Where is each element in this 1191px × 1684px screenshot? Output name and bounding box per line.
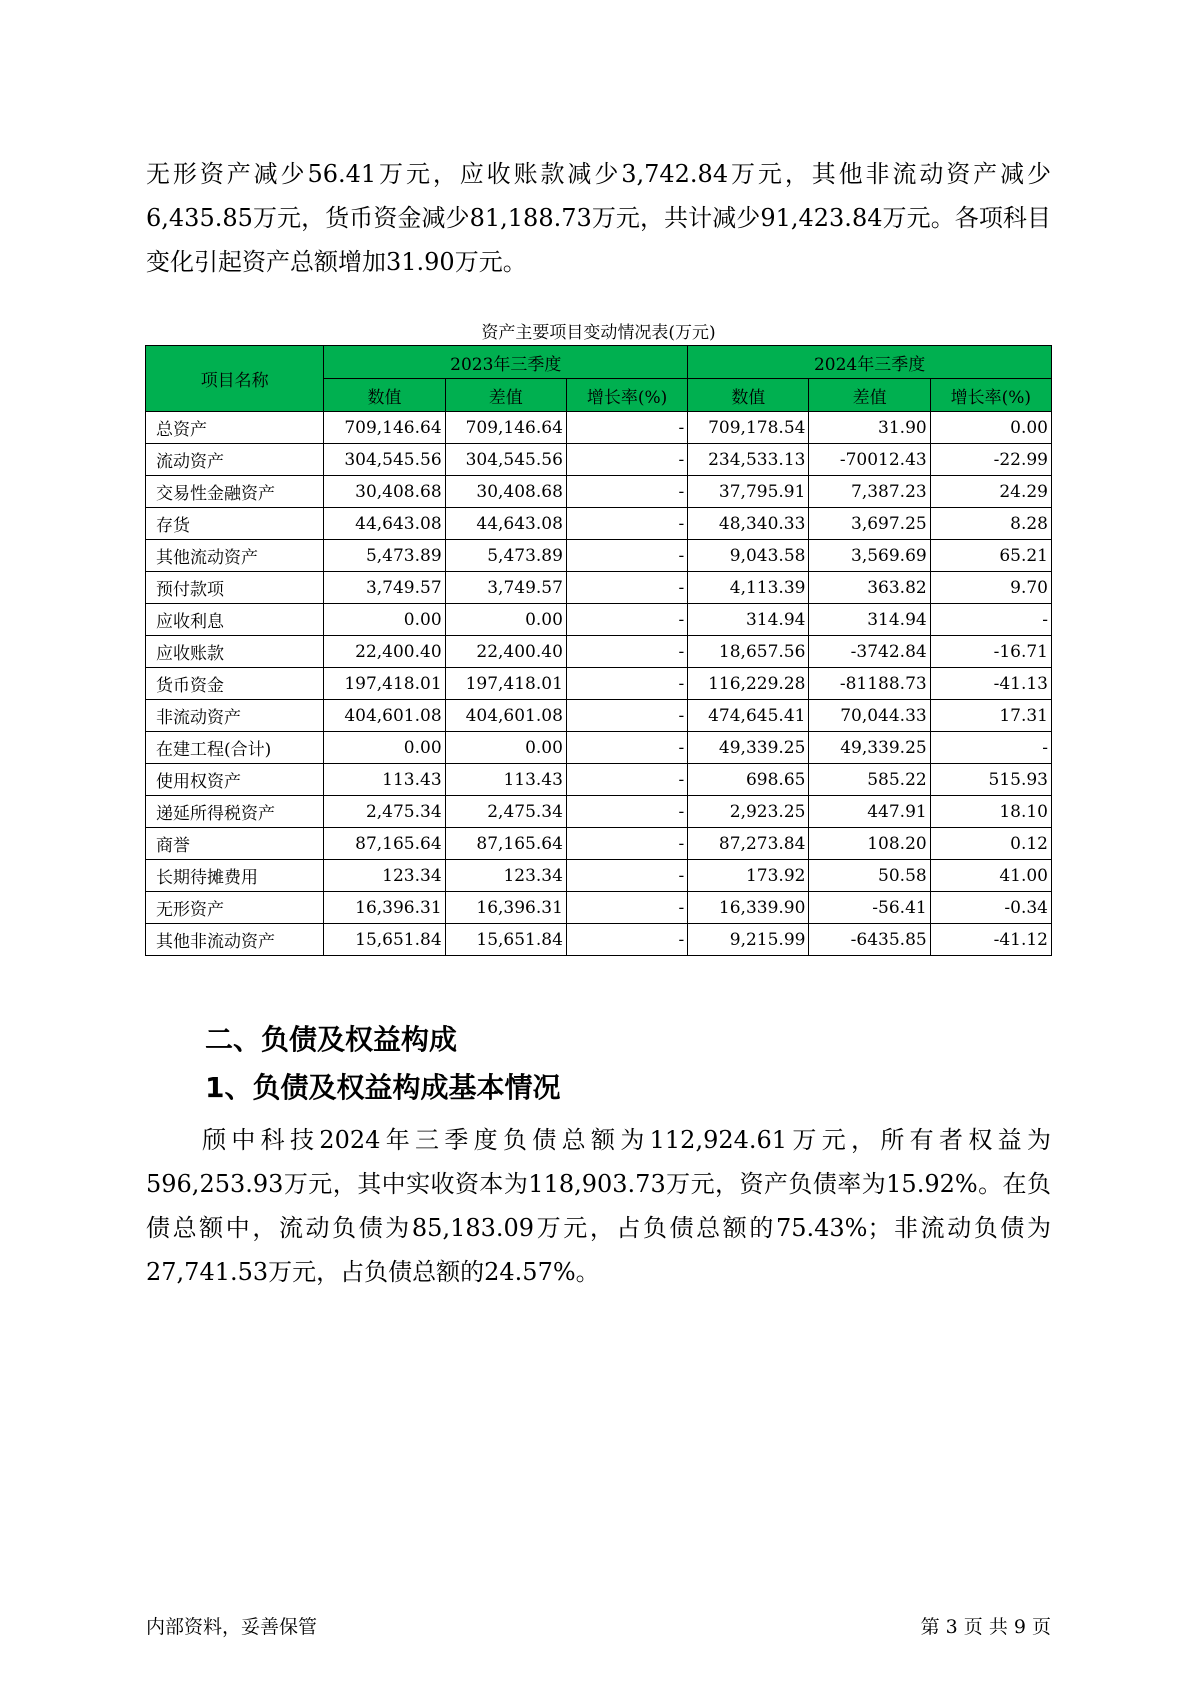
cell-diff-2024: 7,387.23 [809,476,930,508]
header-item-name: 项目名称 [146,346,324,412]
cell-growth-2024: 0.00 [930,412,1051,444]
cell-diff-2024: 363.82 [809,572,930,604]
cell-growth-2024: 65.21 [930,540,1051,572]
cell-diff-2024: -81188.73 [809,668,930,700]
cell-value-2024: 4,113.39 [688,572,809,604]
cell-growth-2024: 41.00 [930,860,1051,892]
row-item-name: 总资产 [146,412,324,444]
cell-diff-2024: 3,697.25 [809,508,930,540]
subheader-growth-2024: 增长率(%) [930,379,1051,412]
cell-value-2023: 22,400.40 [324,636,445,668]
cell-growth-2024: 17.31 [930,700,1051,732]
header-period-2024: 2024年三季度 [688,346,1052,379]
cell-value-2023: 123.34 [324,860,445,892]
cell-diff-2024: 314.94 [809,604,930,636]
cell-diff-2023: 5,473.89 [445,540,566,572]
row-item-name: 无形资产 [146,892,324,924]
row-item-name: 预付款项 [146,572,324,604]
cell-growth-2023: - [566,508,687,540]
row-item-name: 商誉 [146,828,324,860]
cell-value-2024: 474,645.41 [688,700,809,732]
cell-growth-2023: - [566,860,687,892]
cell-growth-2023: - [566,572,687,604]
cell-value-2023: 0.00 [324,604,445,636]
row-item-name: 其他流动资产 [146,540,324,572]
cell-value-2023: 87,165.64 [324,828,445,860]
cell-growth-2023: - [566,604,687,636]
row-item-name: 非流动资产 [146,700,324,732]
cell-value-2024: 49,339.25 [688,732,809,764]
cell-value-2023: 5,473.89 [324,540,445,572]
cell-value-2023: 113.43 [324,764,445,796]
row-item-name: 在建工程(合计) [146,732,324,764]
cell-diff-2024: 31.90 [809,412,930,444]
cell-diff-2024: 3,569.69 [809,540,930,572]
table-row [146,764,1052,796]
cell-diff-2024: 50.58 [809,860,930,892]
cell-growth-2023: - [566,540,687,572]
cell-growth-2023: - [566,668,687,700]
cell-diff-2024: 585.22 [809,764,930,796]
cell-growth-2024: -22.99 [930,444,1051,476]
cell-value-2024: 116,229.28 [688,668,809,700]
cell-diff-2024: -3742.84 [809,636,930,668]
row-item-name: 递延所得税资产 [146,796,324,828]
cell-growth-2024: -16.71 [930,636,1051,668]
table-caption: 资产主要项目变动情况表(万元) [481,323,716,343]
cell-diff-2024: -56.41 [809,892,930,924]
cell-value-2023: 304,545.56 [324,444,445,476]
row-item-name: 流动资产 [146,444,324,476]
cell-value-2024: 87,273.84 [688,828,809,860]
cell-growth-2023: - [566,636,687,668]
cell-value-2023: 30,408.68 [324,476,445,508]
cell-growth-2024: - [930,732,1051,764]
cell-growth-2023: - [566,412,687,444]
cell-growth-2024: 8.28 [930,508,1051,540]
cell-growth-2024: -41.12 [930,924,1051,956]
cell-diff-2024: 49,339.25 [809,732,930,764]
cell-growth-2023: - [566,444,687,476]
cell-diff-2024: -70012.43 [809,444,930,476]
asset-change-table [145,345,1052,956]
row-item-name: 交易性金融资产 [146,476,324,508]
cell-diff-2023: 30,408.68 [445,476,566,508]
table-row [146,412,1052,444]
footer-confidential-note: 内部资料，妥善保管 [146,1616,318,1638]
cell-growth-2024: 18.10 [930,796,1051,828]
cell-diff-2024: -6435.85 [809,924,930,956]
table-row [146,700,1052,732]
cell-growth-2024: 9.70 [930,572,1051,604]
row-item-name: 应收账款 [146,636,324,668]
cell-value-2024: 9,215.99 [688,924,809,956]
cell-value-2023: 709,146.64 [324,412,445,444]
cell-value-2023: 3,749.57 [324,572,445,604]
table-row [146,828,1052,860]
table-row [146,476,1052,508]
cell-value-2024: 709,178.54 [688,412,809,444]
cell-diff-2023: 16,396.31 [445,892,566,924]
row-item-name: 应收利息 [146,604,324,636]
section-heading: 二、负债及权益构成 [205,1023,458,1056]
table-body [146,412,1052,956]
cell-value-2023: 404,601.08 [324,700,445,732]
table-row [146,604,1052,636]
table-row [146,636,1052,668]
cell-value-2023: 16,396.31 [324,892,445,924]
cell-growth-2023: - [566,796,687,828]
cell-diff-2023: 3,749.57 [445,572,566,604]
cell-growth-2024: -41.13 [930,668,1051,700]
subheader-growth-2023: 增长率(%) [566,379,687,412]
cell-value-2024: 48,340.33 [688,508,809,540]
cell-value-2024: 698.65 [688,764,809,796]
row-item-name: 其他非流动资产 [146,924,324,956]
cell-value-2024: 37,795.91 [688,476,809,508]
intro-paragraph: 无形资产减少56.41万元，应收账款减少3,742.84万元，其他非流动资产减少6,435.85万元，货币资金减少81,188.73万元，共计减少91,423.84万元。各项科目变化引起资产总额增加31.90万元。 [146,160,1051,276]
row-item-name: 货币资金 [146,668,324,700]
cell-growth-2023: - [566,828,687,860]
cell-diff-2023: 0.00 [445,604,566,636]
cell-value-2023: 0.00 [324,732,445,764]
cell-value-2023: 15,651.84 [324,924,445,956]
cell-diff-2023: 87,165.64 [445,828,566,860]
cell-value-2023: 44,643.08 [324,508,445,540]
cell-diff-2023: 22,400.40 [445,636,566,668]
cell-growth-2023: - [566,476,687,508]
table-row [146,572,1052,604]
cell-diff-2023: 44,643.08 [445,508,566,540]
cell-growth-2024: 515.93 [930,764,1051,796]
subsection-heading: 1、负债及权益构成基本情况 [205,1071,561,1104]
table-row [146,924,1052,956]
cell-diff-2023: 404,601.08 [445,700,566,732]
cell-growth-2024: -0.34 [930,892,1051,924]
cell-value-2024: 18,657.56 [688,636,809,668]
table-row [146,860,1052,892]
table-row [146,796,1052,828]
cell-diff-2024: 70,044.33 [809,700,930,732]
liabilities-paragraph: 颀中科技2024年三季度负债总额为112,924.61万元，所有者权益为596,253.93万元，其中实收资本为118,903.73万元，资产负债率为15.92%。在负债总额中，流动负债为85,183.09万元，占负债总额的75.43%；非流动负债为27,741.53万元，占负债总额的24.57%。 [146,1126,1051,1286]
cell-growth-2023: - [566,892,687,924]
table-row [146,732,1052,764]
header-period-2023: 2023年三季度 [324,346,688,379]
cell-value-2023: 197,418.01 [324,668,445,700]
cell-growth-2023: - [566,732,687,764]
cell-value-2023: 2,475.34 [324,796,445,828]
table-row [146,668,1052,700]
cell-value-2024: 173.92 [688,860,809,892]
cell-diff-2023: 304,545.56 [445,444,566,476]
row-item-name: 长期待摊费用 [146,860,324,892]
cell-value-2024: 9,043.58 [688,540,809,572]
cell-diff-2023: 2,475.34 [445,796,566,828]
cell-diff-2023: 123.34 [445,860,566,892]
table-row [146,508,1052,540]
cell-growth-2023: - [566,764,687,796]
table-row [146,540,1052,572]
cell-growth-2023: - [566,924,687,956]
cell-value-2024: 2,923.25 [688,796,809,828]
footer-page-number: 第 3 页 共 9 页 [920,1616,1051,1638]
cell-growth-2024: - [930,604,1051,636]
cell-growth-2024: 24.29 [930,476,1051,508]
cell-growth-2024: 0.12 [930,828,1051,860]
subheader-value-2024: 数值 [688,379,809,412]
cell-diff-2023: 709,146.64 [445,412,566,444]
subheader-value-2023: 数值 [324,379,445,412]
cell-value-2024: 314.94 [688,604,809,636]
cell-diff-2023: 197,418.01 [445,668,566,700]
table-row [146,444,1052,476]
subheader-diff-2023: 差值 [445,379,566,412]
cell-diff-2023: 15,651.84 [445,924,566,956]
cell-growth-2023: - [566,700,687,732]
cell-diff-2024: 447.91 [809,796,930,828]
cell-value-2024: 234,533.13 [688,444,809,476]
row-item-name: 使用权资产 [146,764,324,796]
cell-diff-2023: 0.00 [445,732,566,764]
cell-diff-2024: 108.20 [809,828,930,860]
table-row [146,892,1052,924]
cell-diff-2023: 113.43 [445,764,566,796]
cell-value-2024: 16,339.90 [688,892,809,924]
subheader-diff-2024: 差值 [809,379,930,412]
row-item-name: 存货 [146,508,324,540]
